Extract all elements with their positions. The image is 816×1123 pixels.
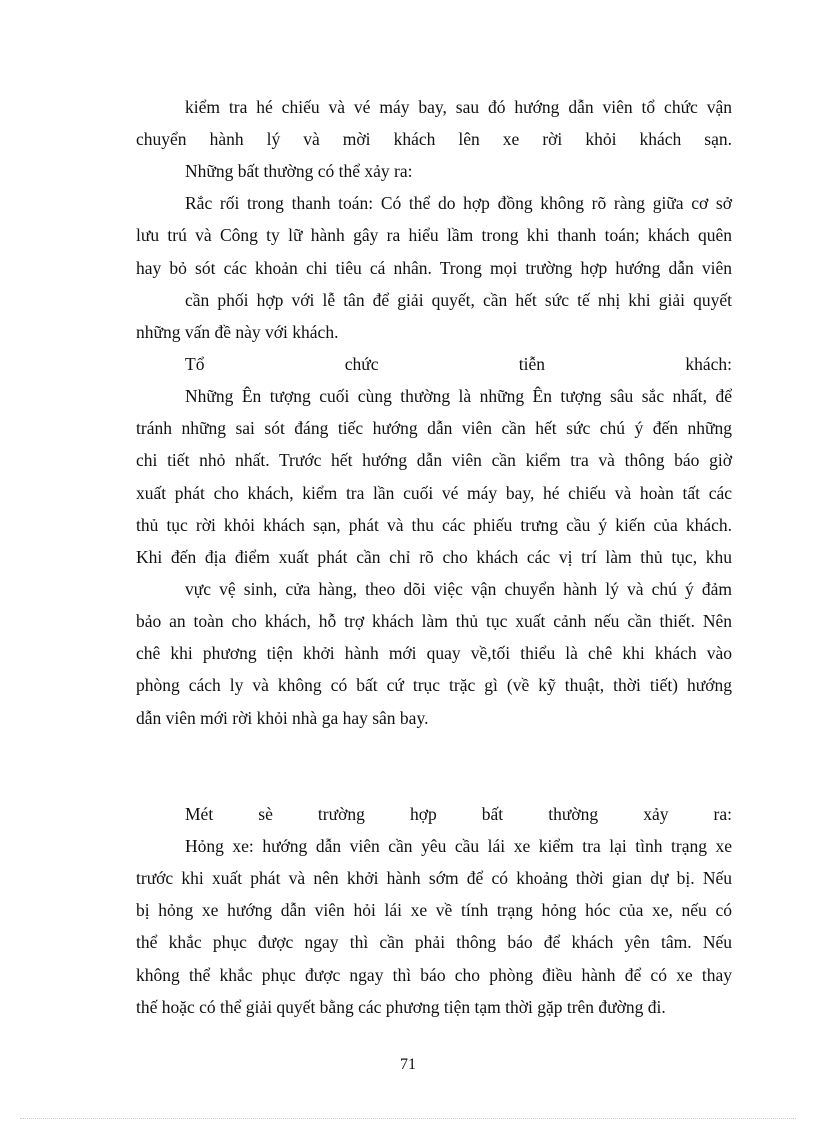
- text-line: Khi đến địa điểm xuất phát cần chỉ rõ cho khách các vị trí làm thủ tục, khu: [136, 547, 732, 567]
- text-line: dẫn viên mới rời khỏi nhà ga hay sân bay.: [136, 708, 429, 728]
- text-line: trước khi xuất phát và nên khởi hành sớm để có khoảng thời gian dự bị. Nếu: [136, 868, 732, 888]
- text-line: bảo an toàn cho khách, hỗ trợ khách làm thủ tục xuất cảnh nếu cần thiết. Nên: [136, 611, 732, 631]
- text-line: thủ tục rời khỏi khách sạn, phát và thu các phiếu trưng cầu ý kiến của khách.: [136, 515, 732, 535]
- text-line: phòng cách ly và không có bất cứ trục trặc gì (về kỹ thuật, thời tiết) hướng: [136, 675, 732, 695]
- text-line: Những Ên tượng cuối cùng thường là những Ên tượng sâu sắc nhất, để: [185, 386, 732, 406]
- text-line: chuyển hành lý và mời khách lên xe rời khỏi khách sạn.: [136, 129, 732, 149]
- text-line: kiểm tra hé chiếu và vé máy bay, sau đó hướng dẫn viên tổ chức vận: [185, 97, 732, 117]
- text-line: Những bất thường có thể xảy ra:: [185, 161, 413, 181]
- text-line: Rắc rối trong thanh toán: Có thể do hợp đồng không rõ ràng giữa cơ sở: [185, 193, 732, 213]
- text-line: tránh những sai sót đáng tiếc hướng dẫn viên cần hết sức chú ý đến những: [136, 418, 732, 438]
- text-line: cần phối hợp với lễ tân để giải quyết, cần hết sức tế nhị khi giải quyết: [185, 290, 732, 310]
- text-line: chê khi phương tiện khởi hành mới quay về,tối thiểu là chê khi khách vào: [136, 643, 732, 663]
- section-heading: Mét sè trường hợp bất thường xảy ra:: [185, 804, 732, 824]
- text-line: thế hoặc có thể giải quyết bằng các phương tiện tạm thời gặp trên đường đi.: [136, 997, 666, 1017]
- text-line: những vấn đề này với khách.: [136, 322, 339, 342]
- footer-divider: [20, 1118, 796, 1119]
- section-heading: Tổ chức tiễn khách:: [185, 354, 732, 374]
- text-line: vực vệ sinh, cửa hàng, theo dõi việc vận chuyển hành lý và chú ý đảm: [185, 579, 732, 599]
- text-line: thể khắc phục được ngay thì cần phải thông báo để khách yên tâm. Nếu: [136, 932, 732, 952]
- text-line: lưu trú và Công ty lữ hành gây ra hiểu lầm trong khi thanh toán; khách quên: [136, 225, 732, 245]
- text-line: Hỏng xe: hướng dẫn viên cần yêu cầu lái xe kiểm tra lại tình trạng xe: [185, 836, 732, 856]
- text-line: hay bỏ sót các khoản chi tiêu cá nhân. Trong mọi trường hợp hướng dẫn viên: [136, 258, 732, 278]
- text-line: bị hỏng xe hướng dẫn viên hỏi lái xe về tính trạng hỏng hóc của xe, nếu có: [136, 900, 732, 920]
- text-line: không thể khắc phục được ngay thì báo cho phòng điều hành để có xe thay: [136, 965, 732, 985]
- text-line: chi tiết nhỏ nhất. Trước hết hướng dẫn viên cần kiểm tra và thông báo giờ: [136, 450, 732, 470]
- text-line: xuất phát cho khách, kiểm tra lần cuối vé máy bay, hé chiếu và hoàn tất các: [136, 483, 732, 503]
- page-number: 71: [400, 1056, 416, 1073]
